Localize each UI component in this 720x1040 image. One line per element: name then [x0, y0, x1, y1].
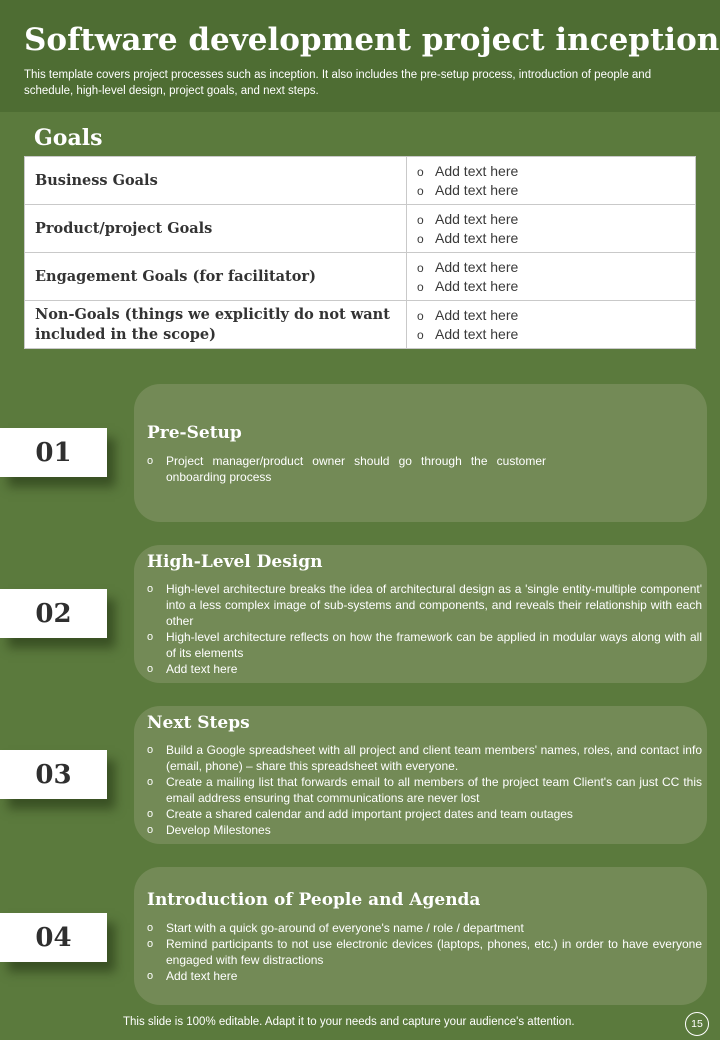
section-number: 03 [35, 759, 72, 790]
section-number-badge [0, 428, 107, 477]
goal-name-cell: Non-Goals (things we explicitly do not want included in the scope) [25, 301, 407, 349]
list-item: o Start with a quick go-around of everyone's name / role / department [147, 920, 702, 936]
section-introduction-people-agenda [134, 867, 707, 1005]
section-number: 02 [35, 598, 72, 629]
section-title: Next Steps [147, 713, 250, 733]
goals-heading: Goals [34, 125, 103, 151]
list-item: o Add text here [147, 968, 702, 984]
page-subtitle: This template covers project processes such as inception. It also includes the pre-setup process, introduction of people and schedule, high-level design, project goals, and next steps. [24, 69, 652, 97]
goal-name-cell: Product/project Goals [25, 205, 407, 253]
section-title: Introduction of People and Agenda [147, 890, 481, 910]
goal-points-cell [407, 253, 696, 301]
page-title: Software development project inception [24, 22, 720, 58]
list-item: o Develop Milestones [147, 822, 702, 838]
section-next-steps [134, 706, 707, 844]
list-item: o Project manager/product owner should go through the customer onboarding process [147, 453, 546, 485]
list-item: o Build a Google spreadsheet with all project and client team members' names, roles, and contact info (email, phone) – share this spreadsheet with everyone. [147, 742, 702, 774]
footer-text: This slide is 100% editable. Adapt it to your needs and capture your audience's attention. [123, 1016, 575, 1028]
goal-point: o Add text here [417, 181, 685, 200]
list-item: o High-level architecture breaks the idea of architectural design as a 'single entity-multiple component' into a less complex image of sub-systems and components, and reveals their relationship with each other [147, 581, 702, 629]
table-row [25, 157, 696, 205]
section-number-badge [0, 750, 107, 799]
section-list [147, 920, 702, 984]
section-list [147, 453, 702, 485]
list-item: o Create a shared calendar and add important project dates and team outages [147, 806, 702, 822]
table-row [25, 205, 696, 253]
list-item: o Remind participants to not use electronic devices (laptops, phones, etc.) in order to have everyone engaged with few distractions [147, 936, 702, 968]
section-number-badge [0, 913, 107, 962]
goal-point: o Add text here [417, 258, 685, 277]
goal-point: o Add text here [417, 162, 685, 181]
table-row [25, 301, 696, 349]
section-number: 01 [35, 437, 72, 468]
goal-point: o Add text here [417, 306, 685, 325]
list-item: o Create a mailing list that forwards email to all members of the project team Client's can just CC this email address ensuring that communications are never lost [147, 774, 702, 806]
header-band [0, 0, 720, 112]
goal-point: o Add text here [417, 325, 685, 344]
list-item: o Add text here [147, 661, 702, 677]
section-pre-setup [134, 384, 707, 522]
section-high-level-design [134, 545, 707, 683]
section-number-badge [0, 589, 107, 638]
goal-point: o Add text here [417, 210, 685, 229]
section-title: Pre-Setup [147, 423, 242, 443]
list-item: o High-level architecture reflects on how the framework can be applied in modular ways along with all of its elements [147, 629, 702, 661]
section-list [147, 742, 702, 838]
section-number: 04 [35, 922, 72, 953]
section-list [147, 581, 702, 677]
goal-point: o Add text here [417, 229, 685, 248]
table-row [25, 253, 696, 301]
page-number: 15 [685, 1012, 709, 1036]
goal-name-cell: Business Goals [25, 157, 407, 205]
goal-point: o Add text here [417, 277, 685, 296]
goal-points-cell [407, 301, 696, 349]
goal-points-cell [407, 205, 696, 253]
section-title: High-Level Design [147, 552, 323, 572]
goals-table [24, 156, 696, 349]
goal-name-cell: Engagement Goals (for facilitator) [25, 253, 407, 301]
goal-points-cell [407, 157, 696, 205]
